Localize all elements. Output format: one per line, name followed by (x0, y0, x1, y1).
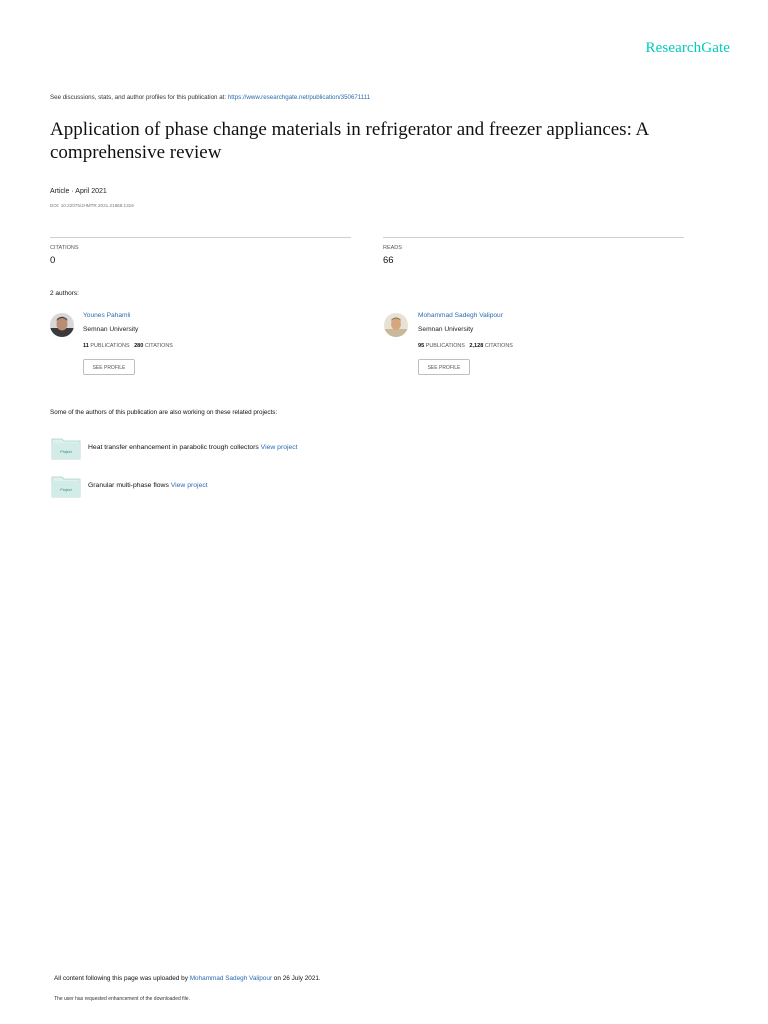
author-publications-label: PUBLICATIONS (90, 343, 130, 349)
see-discussions-text: See discussions, stats, and author profiles for this publication at: (50, 94, 228, 101)
publication-link-line (50, 94, 370, 101)
author-citations-count: 2,128 (469, 343, 484, 349)
upload-notice (54, 975, 321, 982)
author-photo-icon (384, 313, 408, 337)
author-citations-count: 280 (134, 343, 144, 349)
related-project-item (88, 482, 208, 489)
uploader-link[interactable]: Mohammad Sadegh Valipour (189, 975, 273, 982)
project-icon-label: Project (60, 450, 72, 454)
reads-divider (383, 237, 684, 238)
upload-prefix: All content following this page was uploaded by (54, 975, 190, 982)
researchgate-logo[interactable]: ResearchGate (645, 40, 730, 56)
author-stats (418, 343, 513, 349)
publication-doi[interactable]: DOI: 10.22075/JHMTR.2021.21868.1316 (50, 203, 134, 208)
reads-count: 66 (383, 255, 394, 266)
upload-suffix: on 26 July 2021. (272, 975, 321, 982)
see-profile-button[interactable]: SEE PROFILE (83, 359, 135, 375)
author-name-link[interactable]: Mohammad Sadegh Valipour (418, 312, 503, 319)
publication-url-link[interactable]: https://www.researchgate.net/publication/350671111 (227, 94, 371, 101)
see-profile-button[interactable]: SEE PROFILE (418, 359, 470, 375)
reads-label: READS (383, 245, 402, 251)
author-name-link[interactable]: Younes Pahamli (83, 312, 131, 319)
author-stats (83, 343, 173, 349)
related-project-item (88, 444, 298, 451)
related-projects-heading: Some of the authors of this publication are also working on these related projects: (50, 409, 278, 416)
author-photo-icon (50, 313, 74, 337)
project-title: Granular multi-phase flows (88, 482, 169, 489)
author-citations-label: CITATIONS (144, 343, 173, 349)
project-icon-label: Project (60, 488, 72, 492)
citations-divider (50, 237, 351, 238)
author-avatar[interactable] (384, 313, 408, 337)
publication-title: Application of phase change materials in refrigerator and freezer appliances: A comprehensive review (50, 119, 649, 163)
author-institution: Semnan University (418, 326, 474, 333)
author-publications-count: 95 (418, 343, 425, 349)
authors-heading: 2 authors: (50, 290, 79, 297)
citations-label: CITATIONS (50, 245, 79, 251)
view-project-link[interactable]: View project (260, 444, 298, 451)
author-institution: Semnan University (83, 326, 139, 333)
view-project-link[interactable]: View project (170, 482, 208, 489)
author-avatar[interactable] (50, 313, 74, 337)
project-folder-icon (51, 436, 81, 460)
author-citations-label: CITATIONS (484, 343, 513, 349)
author-publications-label: PUBLICATIONS (425, 343, 465, 349)
project-folder-icon (51, 474, 81, 498)
publication-type-date: Article · April 2021 (50, 188, 107, 195)
enhancement-note: The user has requested enhancement of the downloaded file. (54, 996, 190, 1002)
project-title: Heat transfer enhancement in parabolic trough collectors (88, 444, 259, 451)
citations-count: 0 (50, 255, 56, 266)
author-publications-count: 11 (83, 343, 89, 349)
